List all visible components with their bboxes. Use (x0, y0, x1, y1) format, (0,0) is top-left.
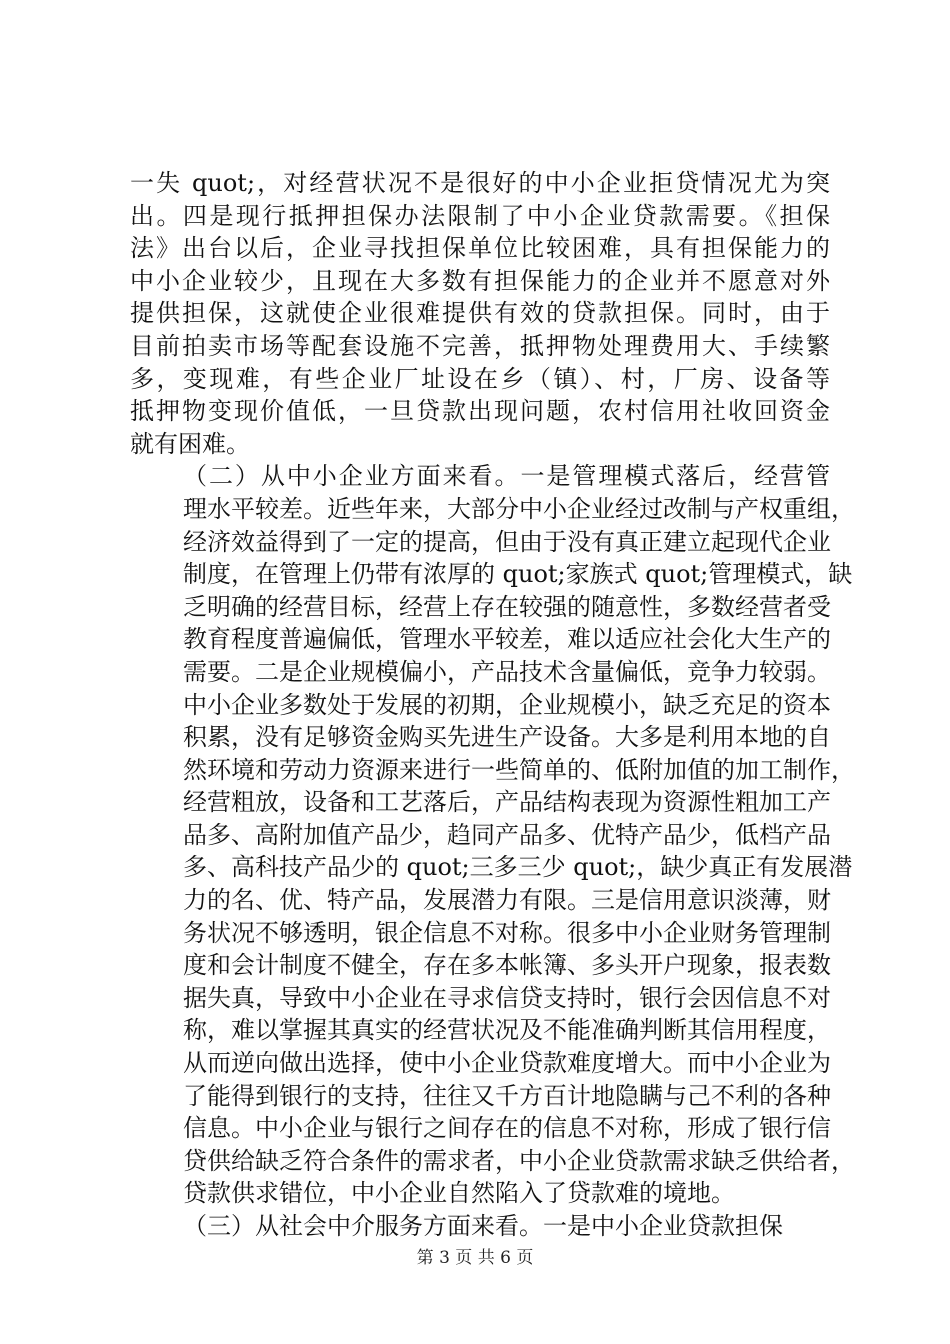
text-line: 积累，没有足够资金购买先进生产设备。大多是利用本地的自 (183, 723, 831, 752)
text-line: 多、高科技产品少的 quot;三多三少 quot;，缺少真正有发展潜 (183, 853, 853, 882)
text-line: 出。四是现行抵押担保办法限制了中小企业贷款需要。《担保 (130, 201, 830, 230)
text-line: 从而逆向做出选择，使中小企业贷款难度增大。而中小企业为 (183, 1049, 831, 1078)
document-body (130, 167, 855, 1243)
text-line: 称，难以掌握其真实的经营状况及不能准确判断其信用程度， (183, 1016, 831, 1045)
paragraph (130, 460, 855, 1210)
text-line: 需要。二是企业规模偏小，产品技术含量偏低，竞争力较弱。 (183, 657, 831, 686)
text-line: 据失真，导致中小企业在寻求信贷支持时，银行会因信息不对 (183, 983, 831, 1012)
text-line: 目前拍卖市场等配套设施不完善，抵押物处理费用大、手续繁 (130, 331, 830, 360)
text-line: 多，变现难，有些企业厂址设在乡（镇）、村，厂房、设备等 (130, 364, 830, 393)
text-line: 抵押物变现价值低，一旦贷款出现问题，农村信用社收回资金 (130, 397, 830, 426)
text-line: 中小企业较少，且现在大多数有担保能力的企业并不愿意对外 (130, 266, 830, 295)
text-line: 然环境和劳动力资源来进行一些简单的、低附加值的加工制作， (183, 755, 855, 784)
text-line: 力的名、优、特产品，发展潜力有限。三是信用意识淡薄，财 (183, 886, 831, 915)
text-line: 中小企业多数处于发展的初期，企业规模小，缺乏充足的资本 (183, 690, 831, 719)
text-line: 信息。中小企业与银行之间存在的信息不对称，形成了银行信 (183, 1114, 831, 1143)
text-line: （三）从社会中介服务方面来看。一是中小企业贷款担保 (183, 1212, 783, 1240)
text-line: 乏明确的经营目标，经营上存在较强的随意性，多数经营者受 (183, 592, 831, 621)
text-line: 品多、高附加值产品少，趋同产品多、优特产品少，低档产品 (183, 820, 831, 849)
text-line: 贷供给缺乏符合条件的需求者，中小企业贷款需求缺乏供给者， (183, 1146, 855, 1175)
text-line: 了能得到银行的支持，往往又千方百计地隐瞒与己不利的各种 (183, 1081, 831, 1110)
text-line: 法》出台以后，企业寻找担保单位比较困难，具有担保能力的 (130, 234, 830, 263)
text-line: 贷款供求错位，中小企业自然陷入了贷款难的境地。 (183, 1179, 735, 1208)
paragraph (130, 167, 830, 460)
text-line: 务状况不够透明，银企信息不对称。很多中小企业财务管理制 (183, 918, 831, 947)
text-line: 就有困难。 (130, 429, 250, 458)
text-line: 经济效益得到了一定的提高，但由于没有真正建立起现代企业 (183, 527, 831, 556)
text-line: 提供担保，这就使企业很难提供有效的贷款担保。同时，由于 (130, 299, 830, 328)
page-footer: 第 3 页 共 6 页 (416, 1248, 534, 1268)
text-line: （二）从中小企业方面来看。一是管理模式落后，经营管 (183, 462, 830, 491)
text-line: 制度，在管理上仍带有浓厚的 quot;家族式 quot;管理模式，缺 (183, 560, 853, 589)
text-line: 理水平较差。近些年来，大部分中小企业经过改制与产权重组， (183, 494, 855, 523)
text-line: 一失 quot;，对经营状况不是很好的中小企业拒贷情况尤为突 (130, 169, 830, 197)
text-line: 教育程度普遍偏低，管理水平较差，难以适应社会化大生产的 (183, 625, 831, 654)
text-line: 经营粗放，设备和工艺落后，产品结构表现为资源性粗加工产 (183, 788, 831, 817)
text-line: 度和会计制度不健全，存在多本帐簿、多头开户现象，报表数 (183, 951, 831, 980)
paragraph (130, 1210, 830, 1243)
